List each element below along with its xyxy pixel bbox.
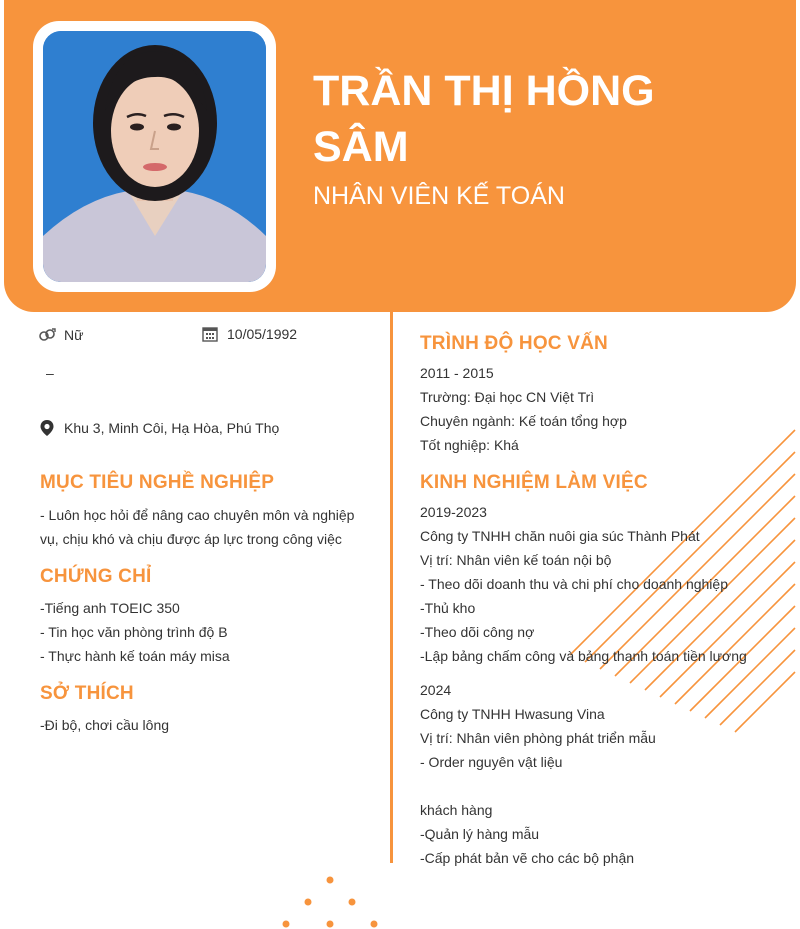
job-task: -Lập bảng chấm công và bảng thanh toán tiền lương bbox=[420, 648, 747, 664]
education-period: 2011 - 2015 bbox=[420, 365, 494, 381]
decorative-dots bbox=[270, 868, 390, 928]
objective-title: MỤC TIÊU NGHỀ NGHIỆP bbox=[40, 472, 275, 493]
job-period: 2019-2023 bbox=[420, 504, 487, 520]
hobbies-title: SỞ THÍCH bbox=[40, 683, 134, 704]
job-company: Công ty TNHH chăn nuôi gia súc Thành Phát bbox=[420, 528, 700, 544]
education-major: Chuyên ngành: Kế toán tổng hợp bbox=[420, 413, 627, 429]
job-task: -Theo dõi công nợ bbox=[420, 624, 535, 640]
job-company: Công ty TNHH Hwasung Vina bbox=[420, 706, 605, 722]
profile-photo bbox=[43, 31, 266, 282]
gender-value: Nữ bbox=[64, 327, 84, 343]
hobby-item: -Đi bộ, chơi cầu lông bbox=[40, 717, 170, 733]
certificate-item: -Tiếng anh TOEIC 350 bbox=[40, 600, 180, 616]
gender-icon bbox=[38, 326, 56, 344]
education-title: TRÌNH ĐỘ HỌC VẤN bbox=[420, 333, 608, 354]
candidate-name bbox=[313, 63, 713, 175]
certificate-item: - Tin học văn phòng trình độ B bbox=[40, 624, 228, 640]
address-row bbox=[38, 419, 279, 437]
candidate-name-line2: SÂM bbox=[313, 123, 409, 171]
location-pin-icon bbox=[38, 419, 56, 437]
birthdate-value: 10/05/1992 bbox=[227, 326, 298, 342]
job-task: khách hàng bbox=[420, 802, 493, 818]
profile-photo-frame bbox=[33, 21, 276, 292]
job-title: NHÂN VIÊN KẾ TOÁN bbox=[313, 182, 565, 210]
column-divider bbox=[390, 312, 393, 863]
job-task: - Theo dõi doanh thu và chi phí cho doanh nghiệp bbox=[420, 576, 728, 592]
education-school: Trường: Đại học CN Việt Trì bbox=[420, 389, 595, 405]
job-position: Vị trí: Nhân viên phòng phát triển mẫu bbox=[420, 730, 656, 746]
experience-title: KINH NGHIỆM LÀM VIỆC bbox=[420, 472, 648, 493]
job-task: - Order nguyên vật liệu bbox=[420, 754, 563, 770]
phone-placeholder: – bbox=[46, 365, 54, 381]
job-position: Vị trí: Nhân viên kế toán nội bộ bbox=[420, 552, 612, 568]
objective-line: - Luôn học hỏi để nâng cao chuyên môn và nghiệp bbox=[40, 507, 355, 523]
gender-row bbox=[38, 326, 83, 344]
objective-line: vụ, chịu khó và chịu được áp lực trong công việc bbox=[40, 531, 342, 547]
candidate-name-line1: TRẦN THỊ HỒNG bbox=[313, 67, 655, 115]
job-task: -Cấp phát bản vẽ cho các bộ phận bbox=[420, 850, 635, 866]
birthdate-row bbox=[201, 325, 297, 343]
job-task: -Thủ kho bbox=[420, 600, 476, 616]
education-grade: Tốt nghiệp: Khá bbox=[420, 437, 519, 453]
calendar-icon bbox=[201, 325, 219, 343]
job-task: -Quản lý hàng mẫu bbox=[420, 826, 540, 842]
certificates-title: CHỨNG CHỈ bbox=[40, 566, 152, 587]
job-period: 2024 bbox=[420, 682, 452, 698]
certificate-item: - Thực hành kế toán máy misa bbox=[40, 648, 230, 664]
address-value: Khu 3, Minh Côi, Hạ Hòa, Phú Thọ bbox=[64, 420, 280, 436]
